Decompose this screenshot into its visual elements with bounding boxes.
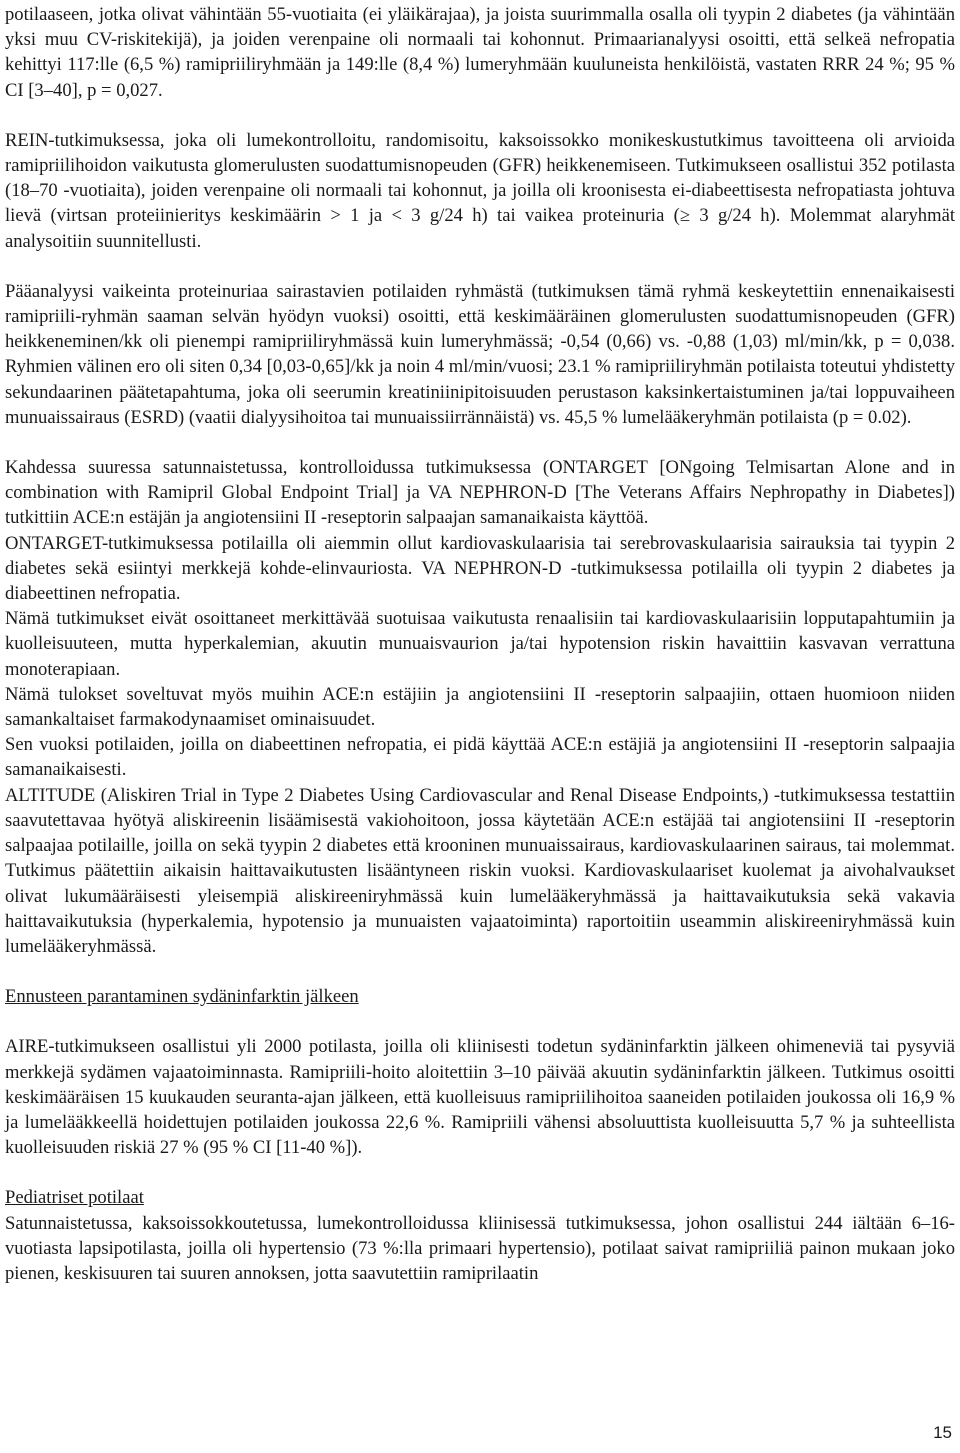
page-number: 15: [933, 1423, 952, 1442]
document-page: [5, 2, 955, 1286]
section-heading-pediatric: Pediatriset potilaat: [5, 1187, 144, 1209]
paragraph-pediatric-study: Satunnaistetussa, kaksoissokkoutetussa, lumekontrolloidussa kliinisessä tutkimuksessa, johon osallistui 244 iältään 6–16-vuotiasta lapsipotilasta, joilla oli hypertensio (73 %:lla primaari hypertensio), potilaat saivat ramipriiliä painon mukaan joko pienen, keskisuuren tai suuren annoksen, jotta saavutettiin ramiprilaatin: [5, 1212, 955, 1284]
paragraph-ontarget-intro: Kahdessa suuressa satunnaistetussa, kontrolloidussa tutkimuksessa (ONTARGET [ONgoing Telmisartan Alone and in combination with Ramipril Global Endpoint Trial] ja VA NEPHRON-D [The Veterans Affairs Nephropathy in Diabetes]) tutkittiin ACE:n estäjän ja angiotensiini II -reseptorin salpaajan samanaikaista käyttöä.: [5, 457, 955, 529]
paragraph-aire-study: AIRE-tutkimukseen osallistui yli 2000 potilasta, joilla oli kliinisesti todetun sydäninfarktin jälkeen ohimeneviä tai pysyviä merkkejä sydämen vajaatoiminnasta. Ramipriili-hoito aloitettiin 3–10 päivää akuutin sydäninfarktin jälkeen. Tutkimus osoitti keskimääräisen 15 kuukauden seuranta-ajan jälkeen, että kuolleisuus ramipriilihoitoa saaneiden potilaiden joukossa oli 16,9 % ja lumelääkkeellä hoidettujen potilaiden joukossa 22,6 %. Ramipriili vähensi absoluuttista kuolleisuutta 5,7 % ja suhteellista kuolleisuuden riskiä 27 % (95 % CI [11-40 %]).: [5, 1036, 955, 1159]
paragraph-ontarget-results: Nämä tutkimukset eivät osoittaneet merkittävää suotuisaa vaikutusta renaalisiin tai kardiovaskulaarisiin lopputapahtumiin ja kuolleisuuteen, mutta hyperkalemian, akuutin munuaisvaurion ja/tai hypotension riskin havaittiin kasvavan verrattuna monoterapiaan.: [5, 608, 955, 680]
paragraph-ontarget-recommendation: Sen vuoksi potilaiden, joilla on diabeettinen nefropatia, ei pidä käyttää ACE:n estäjiä ja angiotensiini II -reseptorin salpaajia samanaikaisesti.: [5, 734, 955, 781]
paragraph-main-analysis: Pääanalyysi vaikeinta proteinuriaa sairastavien potilaiden ryhmästä (tutkimuksen tämä ryhmä keskeytettiin ennenaikaisesti ramipriili-ryhmän saaman selvän hyödyn vuoksi) osoitti, että keskimääräinen glomerulusten suodattumisnopeuden (GFR) heikkeneminen/kk oli pienempi ramipriiliryhmässä kuin lumeryhmässä; -0,54 (0,66) vs. -0,88 (1,03) ml/min/kk, p = 0,038. Ryhmien välinen ero oli siten 0,34 [0,03-0,65]/kk ja noin 4 ml/min/vuosi; 23.1 % ramipriiliryhmän potilaista toteutui yhdistetty sekundaarinen päätetapahtuma, joka oli seerumin kreatiniinipitoisuuden perustason kaksinkertaistuminen ja/tai loppuvaiheen munuaissairaus (ESRD) (vaatii dialyysihoitoa tai munuaissiirrännäistä) vs. 45,5 % lumelääkeryhmän potilaista (p = 0.02).: [5, 280, 955, 428]
section-heading-myocardial-infarction: Ennusteen parantaminen sydäninfarktin jälkeen: [5, 986, 359, 1008]
paragraph-ontarget-applicability: Nämä tulokset soveltuvat myös muihin ACE:n estäjiin ja angiotensiini II -reseptorin salpaajiin, ottaen huomioon niiden samankaltaiset farmakodynaamiset ominaisuudet.: [5, 683, 955, 731]
paragraph-ontarget-patients: ONTARGET-tutkimuksessa potilailla oli aiemmin ollut kardiovaskulaarisia tai serebrovaskulaarisia sairauksia tai tyypin 2 diabetes sekä esiintyi merkkejä kohde-elinvauriosta. VA NEPHRON-D -tutkimuksessa potilailla oli tyypin 2 diabetes ja diabeettinen nefropatia.: [5, 532, 955, 605]
paragraph-altitude-study: ALTITUDE (Aliskiren Trial in Type 2 Diabetes Using Cardiovascular and Renal Disease Endpoints,) -tutkimuksessa testattiin saavutettavaa hyötyä aliskireenin lisäämisestä vakiohoitoon, jossa käytetään ACE:n estäjää tai angiotensiini II -reseptorin salpaajaa potilaille, joilla on sekä tyypin 2 diabetes että krooninen munuaissairaus, kardiovaskulaarinen sairaus, tai molemmat. Tutkimus päätettiin aikaisin haittavaikutusten lisääntyneen riskin vuoksi. Kardiovaskulaariset kuolemat ja aivohalvaukset olivat lukumääräisesti yleisempiä aliskireeniryhmässä kuin lumelääkeryhmässä ja haittavaikutuksia sekä vakavia haittavaikutuksia (hyperkalemia, hypotensio ja munuaisten vajaatoiminta) raportoitiin useammin aliskireeniryhmässä kuin lumelääkeryhmässä.: [5, 784, 955, 957]
paragraph-nephropathy-results: potilaaseen, jotka olivat vähintään 55-vuotiaita (ei yläikärajaa), ja joista suurimmalla osalla oli tyypin 2 diabetes (ja vähintään yksi muu CV-riskitekijä), ja joiden verenpaine oli normaali tai kohonnut. Primaarianalyysi osoitti, että selkeä nefropatia kehittyi 117:lle (6,5 %) ramipriiliryhmään ja 149:lle (8,4 %) lumeryhmään kuuluneista henkilöistä, vastaten RRR 24 %; 95 % CI [3–40], p = 0,027.: [5, 4, 955, 101]
paragraph-rein-study: REIN-tutkimuksessa, joka oli lumekontrolloitu, randomisoitu, kaksoissokko monikeskustutkimus tavoitteena oli arvioida ramipriilihoidon vaikutusta glomerulusten suodattumisnopeuden (GFR) heikkenemiseen. Tutkimukseen osallistui 352 potilasta (18–70 -vuotiaita), joiden verenpaine oli normaali tai kohonnut, ja joilla oli kroonisesta ei-diabeettisesta nefropatiasta johtuva lievä (virtsan proteiinieritys keskimäärin > 1 ja < 3 g/24 h) tai vaikea proteinuria (≥ 3 g/24 h). Molemmat alaryhmät analysoitiin suunnitellusti.: [5, 129, 955, 252]
